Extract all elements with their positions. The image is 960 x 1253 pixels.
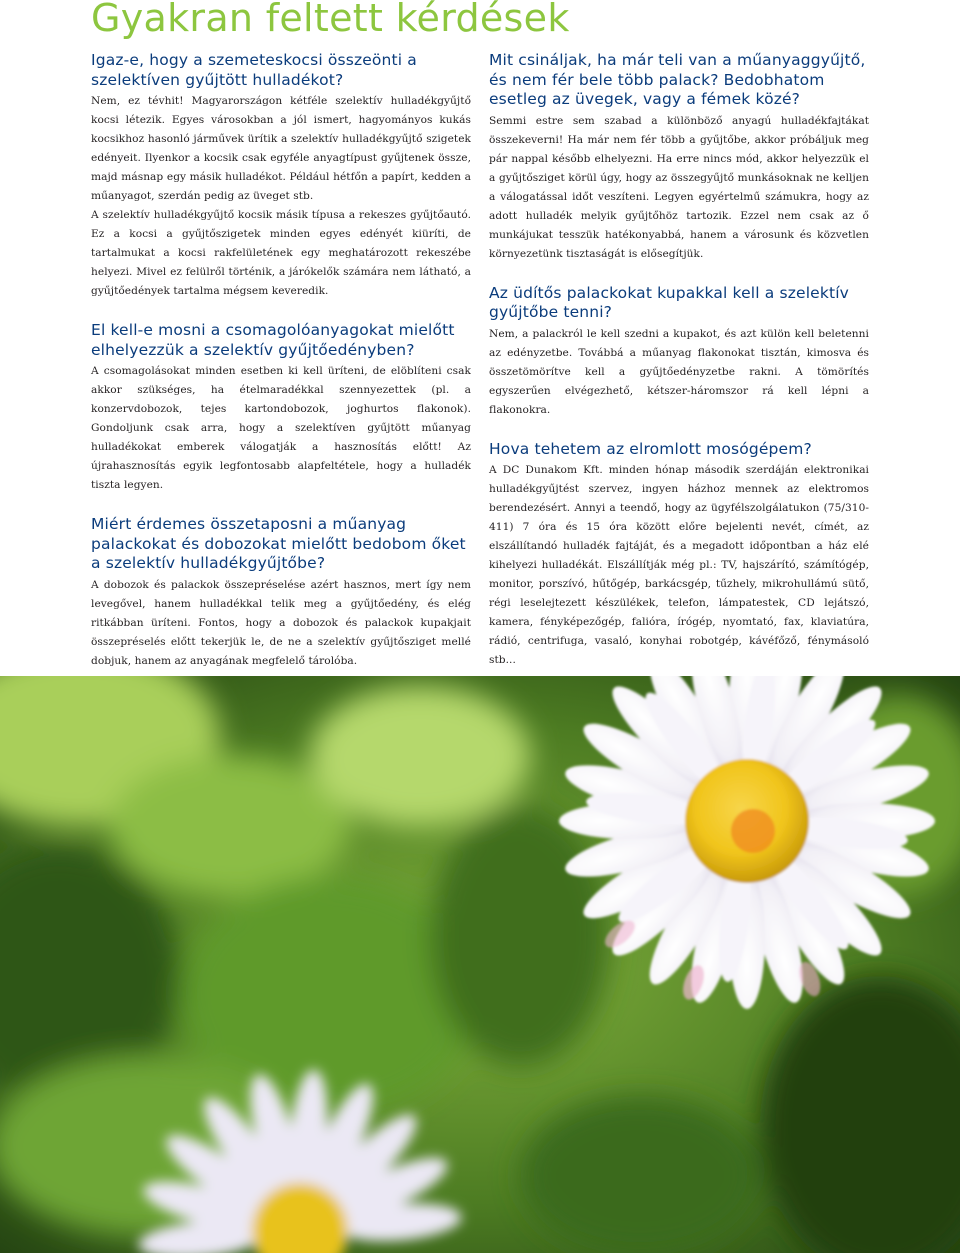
faq-answer [489,112,869,264]
faq-answer [489,325,869,420]
daisy-illustration [0,676,960,1253]
answer-paragraph: Semmi estre sem szabad a különböző anyagú hulladékfajtákat összekeverni! Ha már nem fér több a gyűjtőbe, akkor próbáljuk meg pár nappal később elhelyezni. Ha erre nincs mód, akkor helyezzük el a gyűjtősziget körül úgy, hogy az összegyűjtő munkásoknak ne kelljen a válogatással időt veszíteni. Legyen egyértelmű számukra, hogy az adott hulladék melyik gyűjtőhöz tartozik. Ezzel nem csak az ő munkájukat tesszük hatékonyabbá, hanem a városunk és közvetlen környezetünk tisztaságát is elősegítjük. [489,114,869,260]
answer-paragraph: A szelektív hulladékgyűjtő kocsik másik típusa a rekeszes gyűjtőautó. Ez a kocsi a gyűjtőszigetek minden egyes edényét kiüríti, de tartalmukat a kocsi rakfelületének egy meghatározott rekeszébe helyezi. Mivel ez felülről történik, a járókelők számára nem látható, a gyűjtőedények tartalma mégsem keveredik. [91,209,471,297]
faq-item [91,51,471,301]
faq-question: Igaz-e, hogy a szemeteskocsi összeönti a szelektíven gyűjtött hulladékot? [91,51,417,89]
faq-item [489,284,869,420]
answer-paragraph: Nem, ez tévhit! Magyarországon kétféle szelektív hulladékgyűjtő kocsi létezik. Egyes városokban a jól ismert, hagyományos kukás kocsikhoz hasonló járművek ürítik a szelektív hulladékgyűjtő szigetek edényeit. Ilyenkor a kocsik csak egyféle anyagtípust gyűjtenek össze, majd másnap egy másik hulladékot. Például hétfőn a papírt, kedden a műanyagot, szerdán pedig az üveget stb. [91,95,471,202]
faq-item [91,321,471,495]
faq-column-left [91,51,471,691]
faq-answer [489,461,869,670]
faq-item [489,440,869,671]
faq-item [489,51,869,264]
answer-paragraph: A csomagolásokat minden esetben ki kell üríteni, de elöblíteni csak akkor szükséges, ha ételmaradékkal szennyezettek (pl. a konzervdobozok, tejes kartondobozok, joghurtos flakonok). Gondoljunk csak arra, hogy a szelektíven gyűjtött műanyag hulladékokat emberek válogatják a hasznosítás előtt! Az újrahasznosítás egyik legfontosabb alapfeltétele, hogy a hulladék tiszta legyen. [91,365,471,491]
faq-question: Miért érdemes összetaposni a műanyag palackokat és dobozokat mielőtt bedobom őket a szelektív hulladékgyűjtőbe? [91,515,466,572]
faq-answer [91,92,471,301]
answer-paragraph: A DC Dunakom Kft. minden hónap második szerdáján elektronikai hulladékgyűjtést szervez, ingyen házhoz mennek az elektromos berendezésért. Annyi a teendő, hogy az ügyfélszolgálatukon (75/310-411) 7 óra és 15 óra között előre bejelenti nevét, címét, az elszállítandó hulladék fajtáját, és a megadott időpontban a ház elé kihelyezi hulladékát. Elszállítják még pl.: TV, hajszárító, számítógép, monitor, porszívó, hűtőgép, barkácsgép, tűzhely, mikrohullámú sütő, régi leselejtezett készülékek, telefon, lámpatestek, CD lejátszó, kamera, fényképezőgép, falióra, írógép, nyomtató, fax, klaviatúra, rádió, centrifuga, vasaló, konyhai robotgép, kávéfőző, fénymásoló stb... [489,464,869,666]
faq-answer [91,362,471,495]
faq-column-right [489,51,869,690]
faq-question: Hova tehetem az elromlott mosógépem? [489,439,812,458]
faq-answer [91,576,471,671]
answer-paragraph: A dobozok és palackok összepréselése azért hasznos, mert így nem levegővel, hanem hulladékkal telik meg a gyűjtőedény, és elég ritkábban üríteni. Fontos, hogy a dobozok és palackok kupakjait összepréselés előtt tekerjük le, de ne a szelektív gyűjtősziget mellé dobjuk, hanem az anyagának megfelelő tárolóba. [91,578,471,667]
faq-question: Az üdítős palackokat kupakkal kell a szelektív gyűjtőbe tenni? [489,283,849,321]
daisy-photo [0,676,960,1253]
faq-question: El kell-e mosni a csomagolóanyagokat mielőtt elhelyezzük a szelektív gyűjtőedényben? [91,321,455,359]
page-title: Gyakran feltett kérdések [91,0,570,40]
faq-question: Mit csináljak, ha már teli van a műanyaggyűjtő, és nem fér bele több palack? Bedobhatom esetleg az üvegek, vagy a fémek közé? [489,51,866,108]
answer-paragraph: Nem, a palackról le kell szedni a kupakot, és azt külön kell beletenni az edényzetbe. Továbbá a műanyag flakonokat tisztán, kimosva és összetömörítve kell a gyűjtőedényzetbe rakni. A tömörítés egyszerűen elvégezhető, kétszer-háromszor rá kell lépni a flakonokra. [489,327,869,416]
faq-item [91,515,471,671]
